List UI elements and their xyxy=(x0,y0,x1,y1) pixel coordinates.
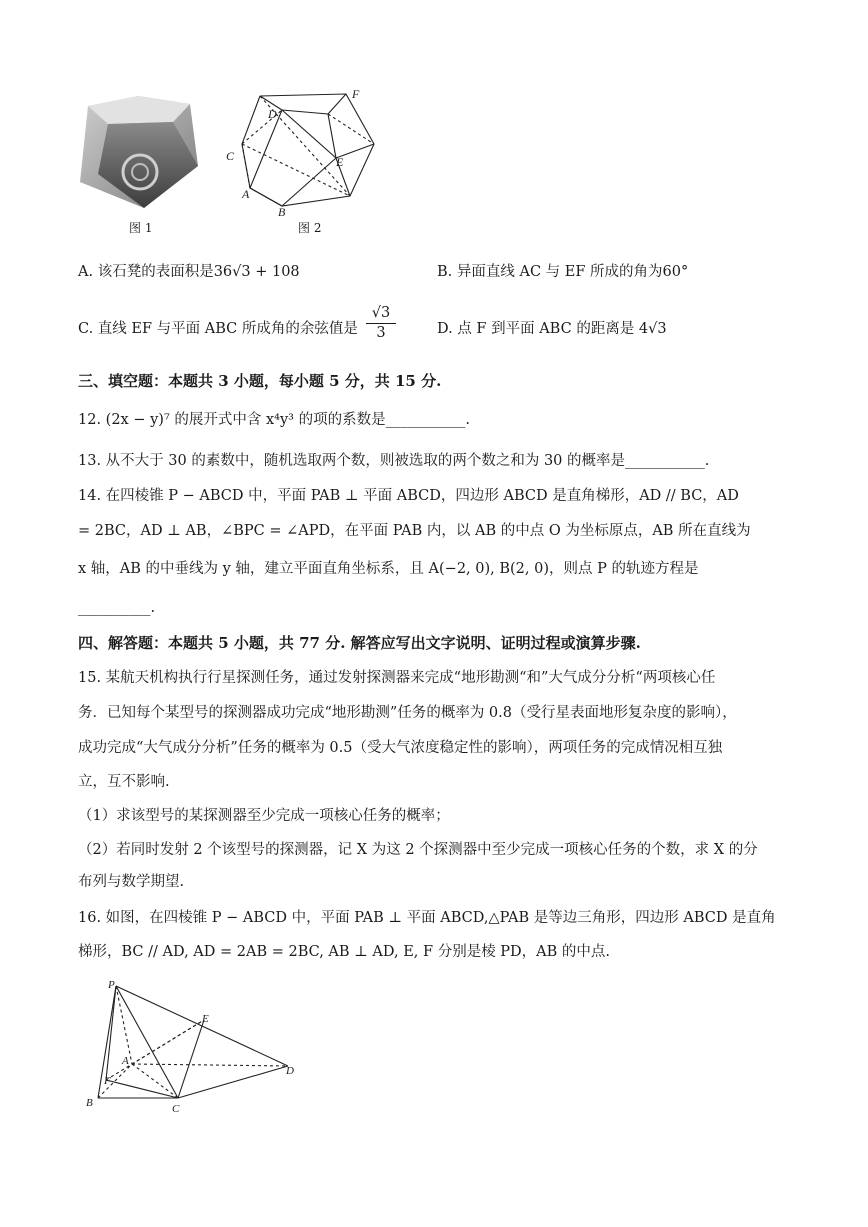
label-D: D xyxy=(268,107,277,121)
question-15-line-4: 立，互不影响. xyxy=(78,774,170,790)
option-b: B. 异面直线 AC 与 EF 所成的角为60° xyxy=(437,264,689,280)
label-A: A xyxy=(242,187,250,201)
question-15-part-1: （1）求该型号的某探测器至少完成一项核心任务的概率； xyxy=(78,808,450,824)
option-c-text: C. 直线 EF 与平面 ABC 所成角的余弦值是 xyxy=(78,321,358,337)
label-F: F xyxy=(352,87,360,101)
question-16-line-2: 梯形，BC // AD, AD = 2AB = 2BC, AB ⊥ AD, E, F 分别是棱 PD，AB 的中点. xyxy=(78,944,611,960)
question-16-line-1: 16. 如图，在四棱锥 P − ABCD 中，平面 PAB ⊥ 平面 ABCD,△PAB 是等边三角形，四边形 ABCD 是直角 xyxy=(78,910,776,926)
figure-2 xyxy=(224,86,384,218)
option-c-fraction xyxy=(366,304,396,342)
label-B: B xyxy=(86,1097,93,1109)
label-E: E xyxy=(202,1013,209,1025)
label-P: P xyxy=(108,979,115,991)
label-E: E xyxy=(336,155,344,169)
stone-stool-photo xyxy=(78,94,200,212)
question-14-line-1: 14. 在四棱锥 P − ABCD 中，平面 PAB ⊥ 平面 ABCD，四边形 ABCD 是直角梯形，AD // BC，AD xyxy=(78,488,739,504)
question-12: 12. (2x − y)⁷ 的展开式中含 x⁴y³ 的项的系数是___________. xyxy=(78,412,470,428)
label-C: C xyxy=(226,149,235,163)
section-4-heading: 四、解答题：本题共 5 小题，共 77 分. 解答应写出文字说明、证明过程或演算步骤. xyxy=(78,634,641,652)
label-C: C xyxy=(172,1103,180,1114)
figure-1 xyxy=(78,94,200,212)
question-14-line-3: x 轴，AB 的中垂线为 y 轴，建立平面直角坐标系，且 A(−2, 0), B(2, 0)，则点 P 的轨迹方程是 xyxy=(78,561,699,577)
section-3-heading: 三、填空题：本题共 3 小题，每小题 5 分，共 15 分. xyxy=(78,372,442,390)
pyramid-diagram xyxy=(82,976,302,1114)
question-15-line-1: 15. 某航天机构执行行星探测任务，通过发射探测器来完成“地形勘测“和”大气成分分析“两项核心任 xyxy=(78,670,716,686)
polyhedron-diagram xyxy=(224,86,384,218)
fraction-numerator: √3 xyxy=(366,304,396,324)
figure-1-caption: 图 1 xyxy=(129,221,153,235)
question-15-part-2: （2）若同时发射 2 个该型号的探测器，记 X 为这 2 个探测器中至少完成一项核心任务的个数，求 X 的分 xyxy=(78,842,758,858)
option-a: A. 该石凳的表面积是36√3 + 108 xyxy=(78,264,300,280)
question-15-line-3: 成功完成“大气成分分析”任务的概率为 0.5（受大气浓度稳定性的影响），两项任务的完成情况相互独 xyxy=(78,740,723,756)
fraction-denominator: 3 xyxy=(376,325,386,341)
question-15-line-2: 务．已知每个某型号的探测器成功完成“地形勘测”任务的概率为 0.8（受行星表面地形复杂度的影响）， xyxy=(78,705,737,721)
question-15-part-2-cont: 布列与数学期望. xyxy=(78,874,185,890)
option-d: D. 点 F 到平面 ABC 的距离是 4√3 xyxy=(437,321,667,337)
label-D: D xyxy=(286,1065,294,1077)
label-F: F xyxy=(104,1075,111,1087)
figure-3 xyxy=(82,976,302,1114)
label-A: A xyxy=(122,1055,129,1067)
question-14-line-4: __________. xyxy=(78,600,156,616)
label-B: B xyxy=(278,205,286,218)
figure-2-caption: 图 2 xyxy=(298,221,322,235)
question-13: 13. 从不大于 30 的素数中，随机选取两个数，则被选取的两个数之和为 30 的概率是___________. xyxy=(78,453,710,469)
question-14-line-2: = 2BC，AD ⊥ AB，∠BPC = ∠APD，在平面 PAB 内，以 AB 的中点 O 为坐标原点，AB 所在直线为 xyxy=(78,523,751,539)
